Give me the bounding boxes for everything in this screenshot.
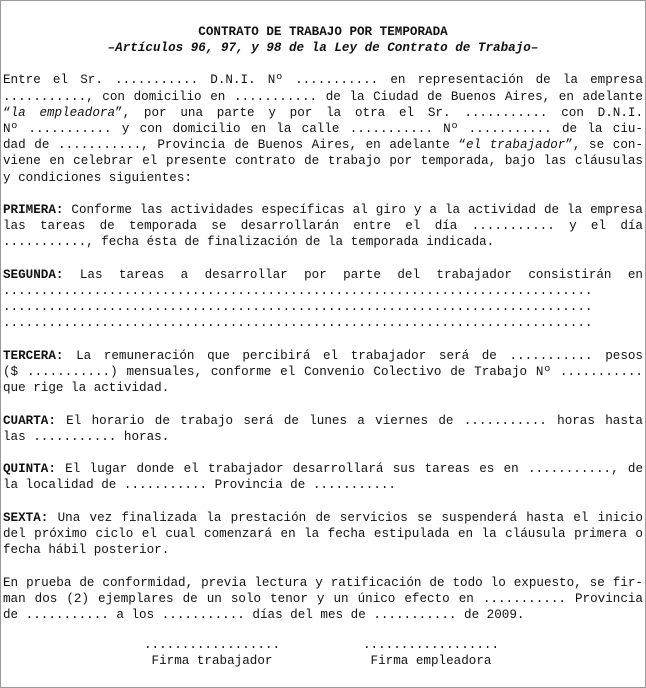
intro-paragraph <box>3 72 643 185</box>
clause-label: CUARTA: <box>3 413 56 428</box>
clause-text: La remuneración que percibirá el trabajador será de ........... pesos <box>63 348 643 363</box>
clause-label: SEGUNDA: <box>3 267 64 282</box>
closing-line: de ........... a los ........... días del mes de ........... de 2009. <box>3 608 525 622</box>
intro-line: Entre el Sr. ........... D.N.I. Nº ........... en representación de la empresa <box>3 73 643 88</box>
employer-signature-label: Firma empleadora <box>370 654 492 669</box>
clause-line: la localidad de ........... Provincia de ........... <box>3 478 396 493</box>
clause-label: QUINTA: <box>3 462 56 477</box>
dotted-line: .............................................................................. <box>3 284 593 299</box>
clause-text: Las tareas a desarrollar por parte del trabajador consistirán en <box>63 267 643 282</box>
clause-text: El horario de trabajo será de lunes a viernes de ........... horas hasta <box>55 413 643 428</box>
contract-body <box>3 24 643 639</box>
clause-line <box>3 267 643 283</box>
clause-quinta <box>3 461 643 493</box>
intro-text: ”, se con- <box>565 138 643 153</box>
clause-line: fecha hábil posterior. <box>3 543 170 558</box>
document-title: CONTRATO DE TRABAJO POR TEMPORADA <box>198 25 448 39</box>
clause-line: las tareas de temporada se desarrollarán entre el día ........... y el día <box>3 219 643 234</box>
clause-primera <box>3 202 643 251</box>
clause-line <box>3 413 643 429</box>
clause-label: TERCERA: <box>3 348 64 363</box>
clause-segunda <box>3 267 643 332</box>
clause-tercera <box>3 348 643 397</box>
intro-line <box>3 105 643 121</box>
clause-line <box>3 510 643 526</box>
worker-signature <box>127 637 297 669</box>
intro-line: viene en celebrar el presente contrato de trabajo por temporada, bajo las cláusulas <box>3 154 643 169</box>
closing-line: man dos (2) ejemplares de un solo tenor y un único efecto en ........... Provincia <box>3 591 643 606</box>
intro-text: ”, por una parte y por la otra el Sr. ........... con D.N.I. <box>115 105 643 120</box>
intro-line: ..........., con domicilio en ........... de la Ciudad de Buenos Aires, en adelante <box>3 89 643 104</box>
clause-line <box>3 461 643 477</box>
document-subtitle: –Artículos 96, 97, y 98 de la Ley de Contrato de Trabajo– <box>107 41 539 56</box>
clause-label: SEXTA: <box>3 510 49 525</box>
closing-line: En prueba de conformidad, previa lectura y ratificación de todo lo expuesto, se fir- <box>3 575 643 590</box>
intro-line <box>3 137 643 153</box>
dotted-line: .............................................................................. <box>3 316 593 331</box>
intro-quote-open: “ <box>3 105 11 120</box>
clause-line: las ........... horas. <box>3 429 170 444</box>
clause-text: El lugar donde el trabajador desarrollará sus tareas es en ..........., de <box>55 462 643 477</box>
signature-line: .................. <box>362 638 500 652</box>
clause-line: que rige la actividad. <box>3 381 170 396</box>
clause-cuarta <box>3 413 643 445</box>
signature-line: .................. <box>143 638 281 652</box>
worker-term: el trabajador <box>466 138 566 153</box>
worker-signature-label: Firma trabajador <box>151 654 273 669</box>
clause-text: Conforme las actividades específicas al giro y a la actividad de la empresa <box>63 203 643 218</box>
clause-label: PRIMERA: <box>3 203 64 218</box>
signature-block <box>1 637 646 677</box>
clause-line: ($ ...........) mensuales, conforme el Convenio Colectivo de Trabajo Nº ........... <box>3 365 643 380</box>
intro-line: y condiciones siguientes: <box>3 170 192 185</box>
employer-signature <box>346 637 516 669</box>
intro-line: Nº ........... y con domicilio en la calle ........... Nº ........... de la ciu- <box>3 122 643 137</box>
clause-line <box>3 202 643 218</box>
clause-line <box>3 348 643 364</box>
dotted-line: .............................................................................. <box>3 300 593 315</box>
clause-text: Una vez finalizada la prestación de servicios se suspenderá hasta el inicio <box>48 510 643 525</box>
employer-term: la empleadora <box>10 105 116 120</box>
clause-line: del próximo ciclo el cual comenzará en la fecha estipulada en la cláusula primera o <box>3 527 643 541</box>
closing-paragraph <box>3 575 643 624</box>
clause-line: ..........., fecha ésta de finalización de la temporada indicada. <box>3 235 495 250</box>
clause-sexta <box>3 510 643 559</box>
intro-text: dad de ..........., Provincia de Buenos Aires, en adelante “ <box>3 138 466 153</box>
